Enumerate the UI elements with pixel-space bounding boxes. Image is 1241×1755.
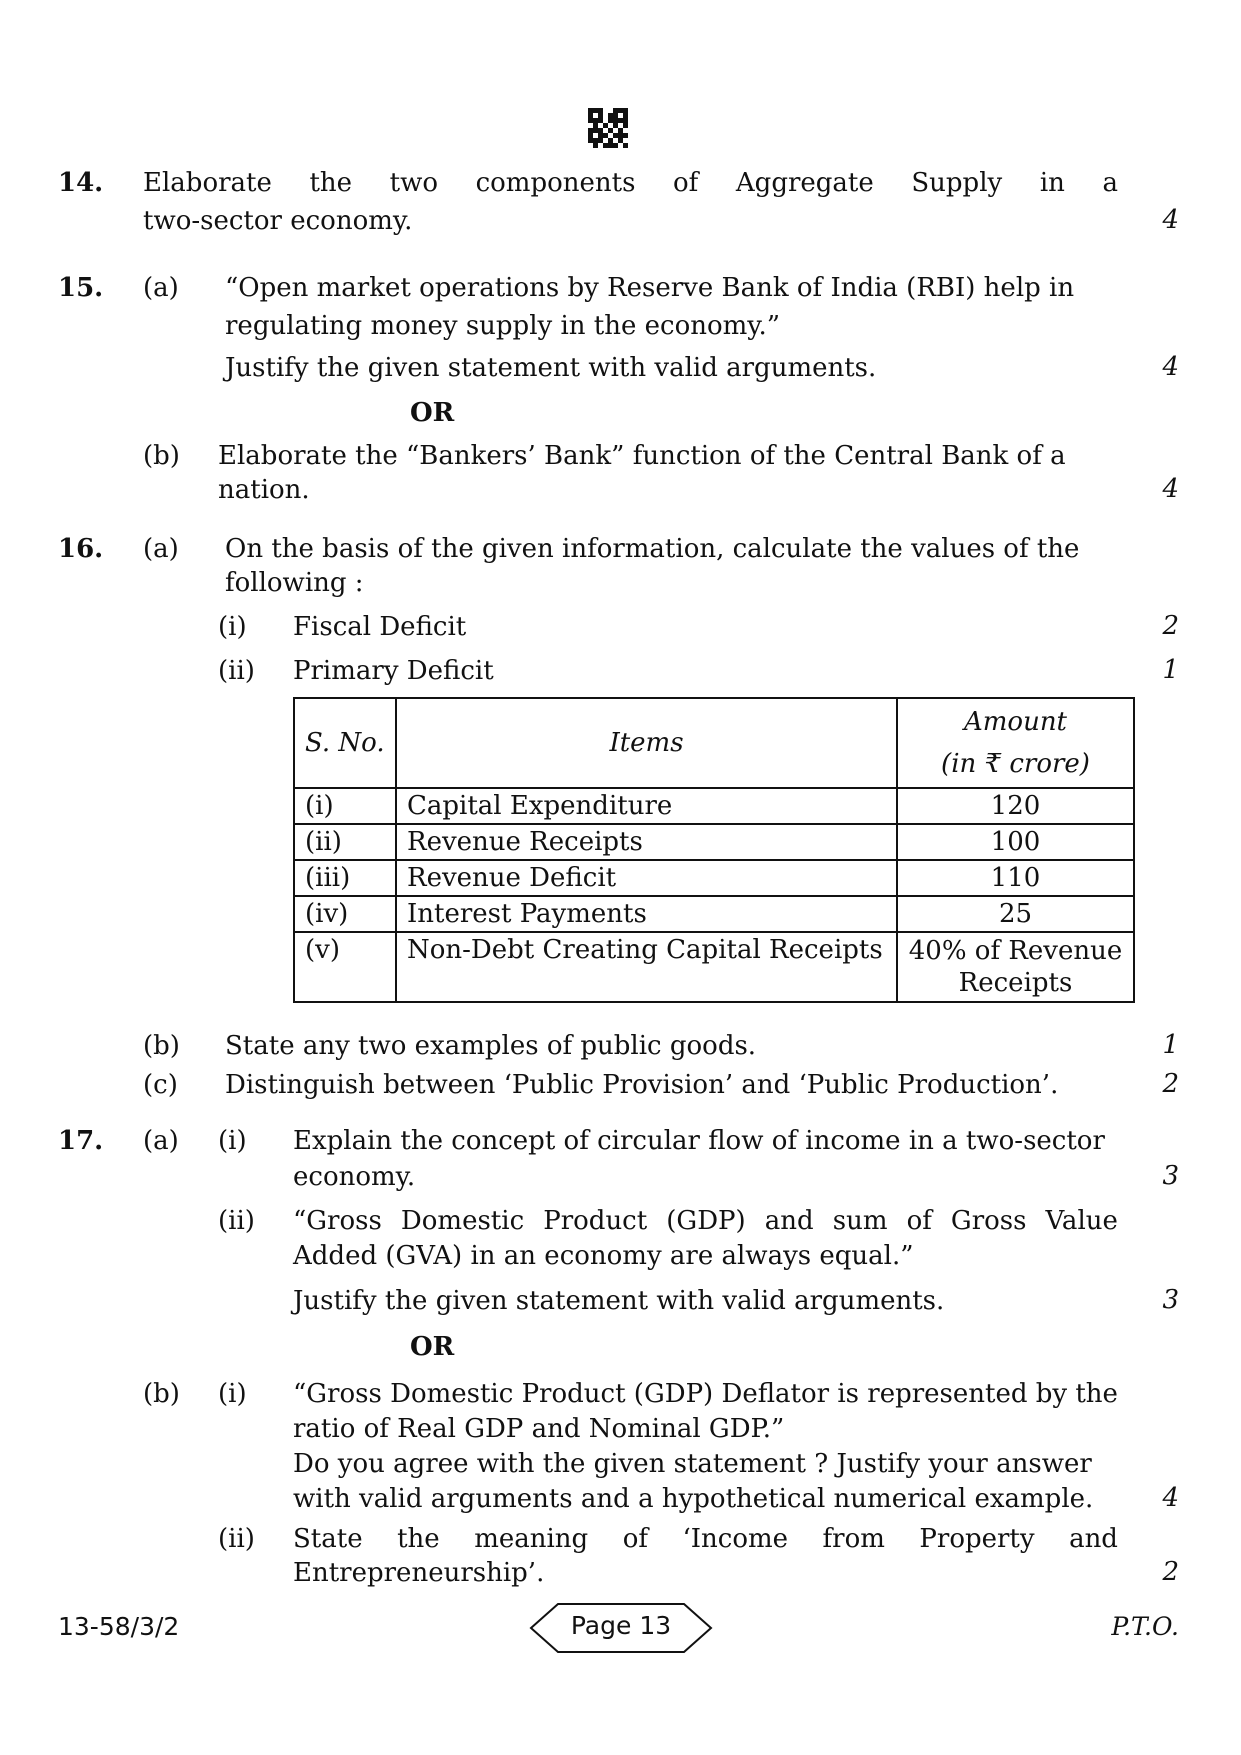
- q17-aii-line-1: [293, 1205, 1118, 1237]
- row-sno: (iii): [294, 860, 396, 896]
- q16-i-label: (i): [218, 612, 247, 642]
- page-number: Page 13: [570, 1611, 672, 1640]
- word: Aggregate: [735, 168, 874, 198]
- q16-a-line-2: following :: [225, 568, 364, 598]
- q15-a-label: (a): [143, 273, 179, 303]
- word: (GDP): [666, 1206, 746, 1236]
- question-14-line-2: two-sector economy.: [143, 206, 413, 236]
- q16-a-label: (a): [143, 534, 179, 564]
- question-14-line-1: [143, 167, 1118, 199]
- word: in: [1039, 168, 1065, 198]
- question-number-17: 17.: [58, 1126, 104, 1156]
- word: two: [389, 168, 438, 198]
- q17-ai-label: (i): [218, 1126, 247, 1156]
- q15-a-line-3: Justify the given statement with valid arguments.: [225, 353, 877, 383]
- marks-14: 4: [1162, 205, 1179, 235]
- page-number-badge: [528, 1598, 714, 1658]
- q15-a-line-2: regulating money supply in the economy.”: [225, 311, 781, 341]
- q17-bii-line-1: [293, 1523, 1118, 1555]
- marks-16ai: 2: [1162, 611, 1179, 641]
- q16-a-line-1: On the basis of the given information, calculate the values of the: [225, 534, 1080, 564]
- marks-17ai: 3: [1162, 1161, 1179, 1191]
- row-amount: 40% of Revenue Receipts: [897, 932, 1134, 1002]
- q17-ai-line-2: economy.: [293, 1162, 416, 1192]
- word: of: [673, 168, 699, 198]
- qr-code-icon: [588, 108, 628, 148]
- q17-a-label: (a): [143, 1126, 179, 1156]
- marks-15a: 4: [1162, 352, 1179, 382]
- question-number-14: 14.: [58, 168, 104, 198]
- word: of: [906, 1206, 932, 1236]
- word: Value: [1045, 1206, 1118, 1236]
- word: ‘Income: [682, 1524, 789, 1554]
- q15-a-line-1: “Open market operations by Reserve Bank of India (RBI) help in: [225, 273, 1075, 303]
- word: Supply: [911, 168, 1003, 198]
- word: of: [622, 1524, 648, 1554]
- marks-17aii: 3: [1162, 1285, 1179, 1315]
- word: a: [1102, 168, 1118, 198]
- q16-i-text: Fiscal Deficit: [293, 612, 467, 642]
- word: State: [293, 1524, 363, 1554]
- table-row: [294, 788, 1134, 824]
- row-item: Capital Expenditure: [396, 788, 897, 824]
- header-amount-unit: (in ₹ crore): [941, 749, 1090, 779]
- question-number-15: 15.: [58, 273, 104, 303]
- q16-b-text: State any two examples of public goods.: [225, 1031, 757, 1061]
- row-item: Non-Debt Creating Capital Receipts: [396, 932, 897, 1002]
- word: and: [764, 1206, 814, 1236]
- q17-b-label: (b): [143, 1379, 180, 1409]
- marks-16c: 2: [1162, 1069, 1179, 1099]
- header-amount-label: Amount: [963, 707, 1068, 737]
- q16-b-label: (b): [143, 1031, 180, 1061]
- word: meaning: [474, 1524, 589, 1554]
- row-item: Revenue Deficit: [396, 860, 897, 896]
- q16-ii-text: Primary Deficit: [293, 656, 494, 686]
- header-amount: [897, 698, 1134, 788]
- q17-bi-line-1: “Gross Domestic Product (GDP) Deflator is represented by the: [293, 1379, 1118, 1409]
- word: sum: [832, 1206, 888, 1236]
- row-amount: 25: [897, 896, 1134, 932]
- marks-16b: 1: [1162, 1030, 1179, 1060]
- q17-aii-label: (ii): [218, 1206, 255, 1236]
- q17-aii-line-3: Justify the given statement with valid arguments.: [293, 1286, 945, 1316]
- row-amount: 120: [897, 788, 1134, 824]
- header-sno: S. No.: [294, 698, 396, 788]
- word: the: [309, 168, 353, 198]
- row-sno: (iv): [294, 896, 396, 932]
- please-turn-over: P.T.O.: [1111, 1612, 1179, 1641]
- word: Domestic: [400, 1206, 525, 1236]
- row-amount: 110: [897, 860, 1134, 896]
- q17-bi-line-2: ratio of Real GDP and Nominal GDP.”: [293, 1414, 785, 1444]
- q15-b-line-2: nation.: [218, 475, 310, 505]
- word: Product: [543, 1206, 648, 1236]
- q15-b-line-1: Elaborate the “Bankers’ Bank” function of the Central Bank of a: [218, 441, 1066, 471]
- row-amount: 100: [897, 824, 1134, 860]
- marks-15b: 4: [1162, 474, 1179, 504]
- q17-bii-label: (ii): [218, 1524, 255, 1554]
- table-row: [294, 824, 1134, 860]
- q17-bii-line-2: Entrepreneurship’.: [293, 1558, 545, 1588]
- word: Elaborate: [143, 168, 272, 198]
- row-item: Interest Payments: [396, 896, 897, 932]
- q16-ii-label: (ii): [218, 656, 255, 686]
- q17-ai-line-1: Explain the concept of circular flow of income in a two-sector: [293, 1126, 1105, 1156]
- table-row: [294, 896, 1134, 932]
- word: components: [475, 168, 636, 198]
- word: Property: [919, 1524, 1035, 1554]
- marks-16aii: 1: [1162, 655, 1179, 685]
- word: from: [822, 1524, 885, 1554]
- paper-code: 13-58/3/2: [58, 1612, 180, 1641]
- question-number-16: 16.: [58, 534, 104, 564]
- q16-c-label: (c): [143, 1070, 178, 1100]
- q17-bi-line-4: with valid arguments and a hypothetical numerical example.: [293, 1484, 1094, 1514]
- q17-bi-line-3: Do you agree with the given statement ? Justify your answer: [293, 1449, 1092, 1479]
- word: Gross: [950, 1206, 1027, 1236]
- or-divider-15: OR: [410, 398, 455, 428]
- q17-aii-line-2: Added (GVA) in an economy are always equal.”: [293, 1241, 914, 1271]
- or-divider-17: OR: [410, 1332, 455, 1362]
- marks-17bi: 4: [1162, 1483, 1179, 1513]
- row-item: Revenue Receipts: [396, 824, 897, 860]
- fiscal-data-table: [293, 697, 1135, 1003]
- row-sno: (ii): [294, 824, 396, 860]
- row-sno: (v): [294, 932, 396, 1002]
- q15-b-label: (b): [143, 441, 180, 471]
- header-items: Items: [396, 698, 897, 788]
- word: “Gross: [293, 1206, 382, 1236]
- q16-c-text: Distinguish between ‘Public Provision’ and ‘Public Production’.: [225, 1070, 1059, 1100]
- word: and: [1069, 1524, 1118, 1554]
- word: the: [397, 1524, 440, 1554]
- table-header-row: [294, 698, 1134, 788]
- q17-bi-label: (i): [218, 1379, 247, 1409]
- marks-17bii: 2: [1162, 1557, 1179, 1587]
- table-row: [294, 860, 1134, 896]
- row-sno: (i): [294, 788, 396, 824]
- table-row: [294, 932, 1134, 1002]
